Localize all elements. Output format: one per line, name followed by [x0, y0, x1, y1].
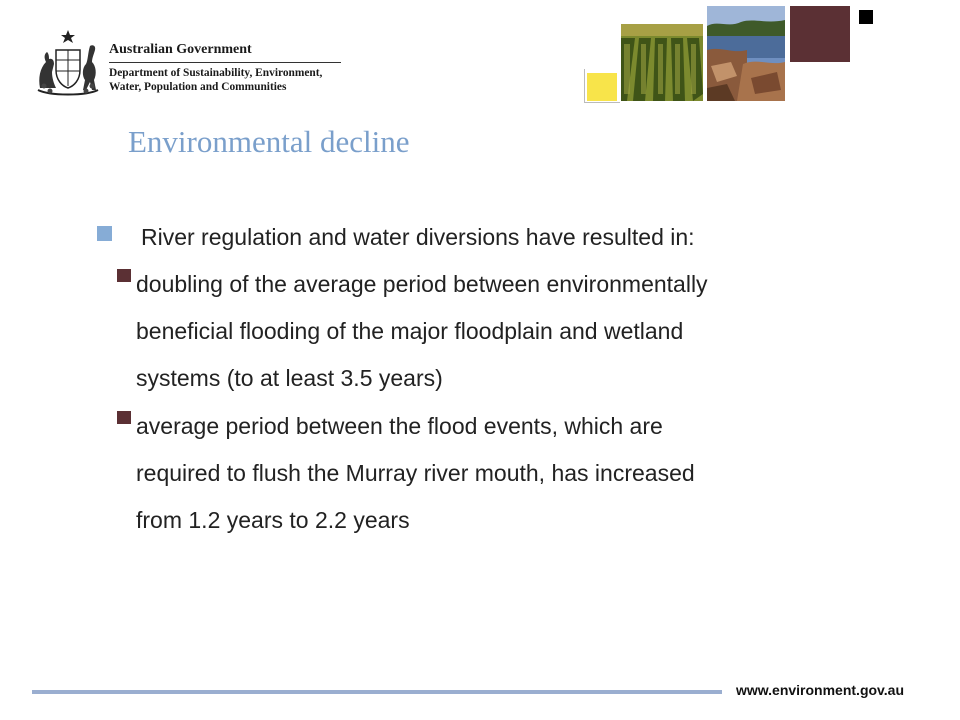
sub-bullet-2-line-1: average period between the flood events, which are: [136, 413, 663, 439]
river-landscape-photo: [707, 6, 785, 101]
government-name: Australian Government: [109, 42, 252, 57]
department-line-2: Water, Population and Communities: [109, 80, 287, 93]
sub-bullet-2-line-2: required to flush the Murray river mouth, has increased: [136, 460, 695, 486]
sub-bullet-2: [117, 403, 695, 544]
sub-bullet-marker: [117, 411, 131, 424]
department-name: [109, 67, 322, 94]
sub-bullet-1: [117, 261, 708, 402]
logo-divider: [109, 62, 341, 63]
coat-of-arms-icon: [30, 28, 106, 98]
footer-rule: [32, 690, 722, 694]
sub-bullet-marker: [117, 269, 131, 282]
decorative-tile-yellow: [587, 73, 617, 101]
sub-bullet-1-line-3: systems (to at least 3.5 years): [136, 365, 443, 391]
decorative-tile-black: [859, 10, 873, 24]
slide-title: Environmental decline: [128, 124, 410, 159]
sub-bullet-1-line-2: beneficial flooding of the major floodplain and wetland: [136, 318, 684, 344]
footer-website-url: www.environment.gov.au: [736, 682, 905, 698]
sub-bullet-1-line-1: doubling of the average period between environmentally: [136, 271, 708, 297]
sub-bullet-2-line-3: from 1.2 years to 2.2 years: [136, 507, 410, 533]
decorative-tile-maroon: [790, 6, 850, 62]
department-line-1: Department of Sustainability, Environment,: [109, 67, 323, 79]
government-logo: [30, 28, 350, 100]
crop-field-photo: [621, 24, 703, 101]
primary-bullet-marker: [97, 226, 112, 241]
primary-bullet-text: River regulation and water diversions have resulted in:: [141, 224, 695, 250]
